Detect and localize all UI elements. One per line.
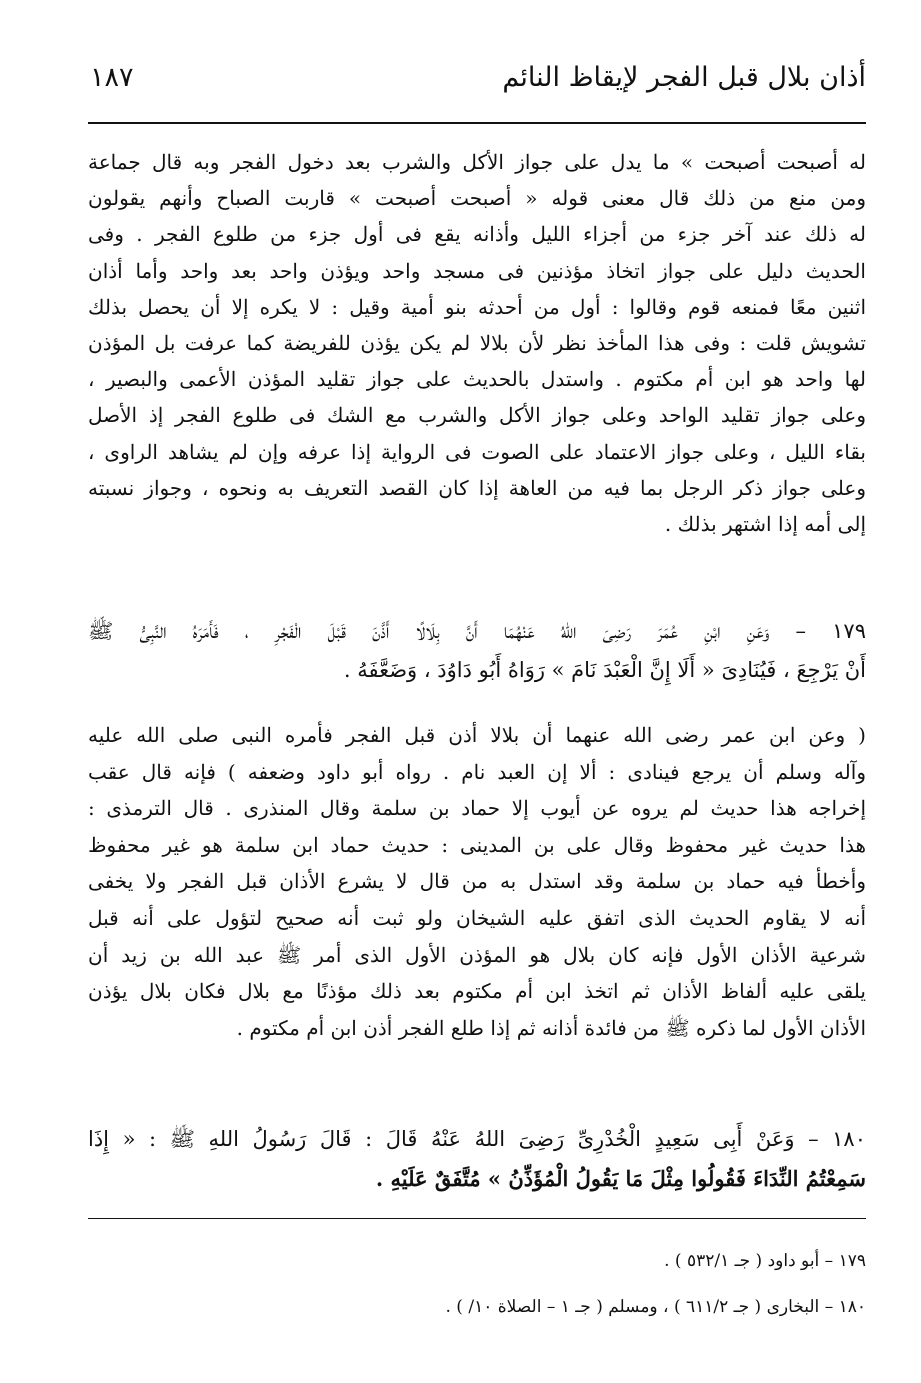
- text-line: شرعية الأذان الأول فإنه كان بلال هو المؤذن الأول الذى أمر ﷺ عبد الله بن زيد أن: [88, 942, 866, 967]
- text-line: ( وعن ابن عمر رضى الله عنهما أن بلالا أذن قبل الفجر فأمره النبى صلى الله عليه: [88, 723, 866, 747]
- text-line: له أصبحت أصبحت » ما يدل على جواز الأكل والشرب بعد دخول الفجر وبه قال جماعة: [88, 150, 866, 174]
- commentary-paragraph-1: [88, 144, 866, 542]
- hadith-180: [88, 1120, 866, 1198]
- text-line: وأخطأ فيه حماد بن سلمة وقد استدل به من قال لا يشرع الأذان قبل الفجر ولا يخفى: [88, 869, 866, 894]
- hadith-line: أَنْ يَرْجِعَ ، فَيُنَادِىَ « أَلَا إِنَّ الْعَبْدَ نَامَ » رَوَاهُ أَبُو دَاوُدَ ، وَضَعَّفَهُ .: [343, 658, 866, 682]
- footnote: ١٨٠ – البخارى ( جـ ٦١١/٢ ) ، ومسلم ( جـ ١ – الصلاة ١٠/ ) .: [445, 1297, 866, 1317]
- text-line: له ذلك عند آخر جزء من أجزاء الليل وأذانه يقع فى أول جزء من طلوع الفجر . وفى: [88, 222, 866, 247]
- text-line: هذا حديث غير محفوظ وقال على بن المدينى : حديث حماد ابن سلمة هو غير محفوظ: [88, 832, 866, 857]
- page-number: ١٨٧: [90, 62, 134, 93]
- text-line: وعلى جواز ذكر الرجل بما فيه من العاهة إذا كان القصد التعريف به ونحوه ، وجواز نسبته: [88, 475, 866, 500]
- running-header: [90, 58, 866, 108]
- commentary-paragraph-2: [88, 717, 866, 1046]
- text-line: إلى أمه إذا اشتهر بذلك .: [664, 511, 866, 536]
- hadith-line: ١٧٩ – وَعَنِ ابْنِ عُمَرَ رَضِىَ اللهُ عَنْهُمَا أَنَّ بِلَالًا أَذَّنَ قَبْلَ الْفَجْرِ ، فَأَمَرَهُ النَّبِىُّ ﷺ: [88, 619, 866, 643]
- footnotes: [88, 1238, 866, 1330]
- text-line: يلقى عليه ألفاظ الأذان ثم اتخذ ابن أم مكتوم بعد ذلك مؤذنًا مع بلال فكان بلال يؤذن: [88, 979, 866, 1004]
- hadith-179: [88, 612, 866, 690]
- hadith-line: سَمِعْتُمُ النِّدَاءَ فَقُولُوا مِثْلَ مَا يَقُولُ الْمُؤَذِّنُ » مُتَّفَقٌ عَلَيْهِ .: [375, 1166, 866, 1191]
- text-line: الحديث دليل على جواز اتخاذ مؤذنين فى مسجد واحد ويؤذن واحد بعد واحد وأما أذان: [88, 258, 866, 283]
- text-line: وعلى جواز تقليد الواحد وعلى جواز الأكل والشرب مع الشك فى طلوع الفجر إذ الأصل: [88, 403, 866, 428]
- text-line: أنه لا يقاوم الحديث الذى اتفق عليه الشيخان ولو ثبت أنه صحيح لتؤول على أنه قبل: [88, 905, 866, 930]
- text-line: إخراجه هذا حديث لم يروه عن أيوب إلا حماد بن سلمة وقال المنذرى . قال الترمذى :: [88, 796, 866, 821]
- hadith-line: ١٨٠ – وَعَنْ أَبِى سَعِيدٍ الْخُدْرِىِّ رَضِىَ اللهُ عَنْهُ قَالَ : قَالَ رَسُولُ اللهِ ﷺ : « إِذَا: [88, 1127, 866, 1151]
- text-line: لها واحد هو ابن أم مكتوم . واستدل بالحديث على جواز تقليد المؤذن الأعمى والبصير ،: [88, 367, 866, 392]
- header-rule: [88, 122, 866, 124]
- text-line: تشويش قلت : وفى هذا المأخذ نظر لأن بلالا لم يكن يؤذن للفريضة كما عرفت بل المؤذن: [88, 330, 866, 355]
- text-line: اثنين معًا فمنعه قوم وقالوا : أول من أحدثه بنو أمية وقيل : لا يكره إلا أن يحصل بذلك: [88, 294, 866, 319]
- text-line: ومن منع من ذلك قال معنى قوله « أصبحت أصبحت » قاربت الصباح وأنهم يقولون: [88, 186, 866, 211]
- footnote: ١٧٩ – أبو داود ( جـ ٥٣٢/١ ) .: [664, 1251, 866, 1271]
- running-title: أذان بلال قبل الفجر لإيقاظ النائم: [502, 62, 866, 93]
- text-line: الأذان الأول لما ذكره ﷺ من فائدة أذانه ثم إذا طلع الفجر أذن ابن أم مكتوم .: [236, 1015, 866, 1040]
- footnote-rule: [88, 1218, 866, 1219]
- text-line: بقاء الليل ، وعلى جواز الاعتماد على الصوت فى الرواية إذا عرفه وإن لم يشاهد الراوى ،: [88, 439, 866, 464]
- text-line: وآله وسلم أن يرجع فينادى : ألا إن العبد نام . رواه أبو داود وضعفه ) فإنه قال عقب: [88, 759, 866, 784]
